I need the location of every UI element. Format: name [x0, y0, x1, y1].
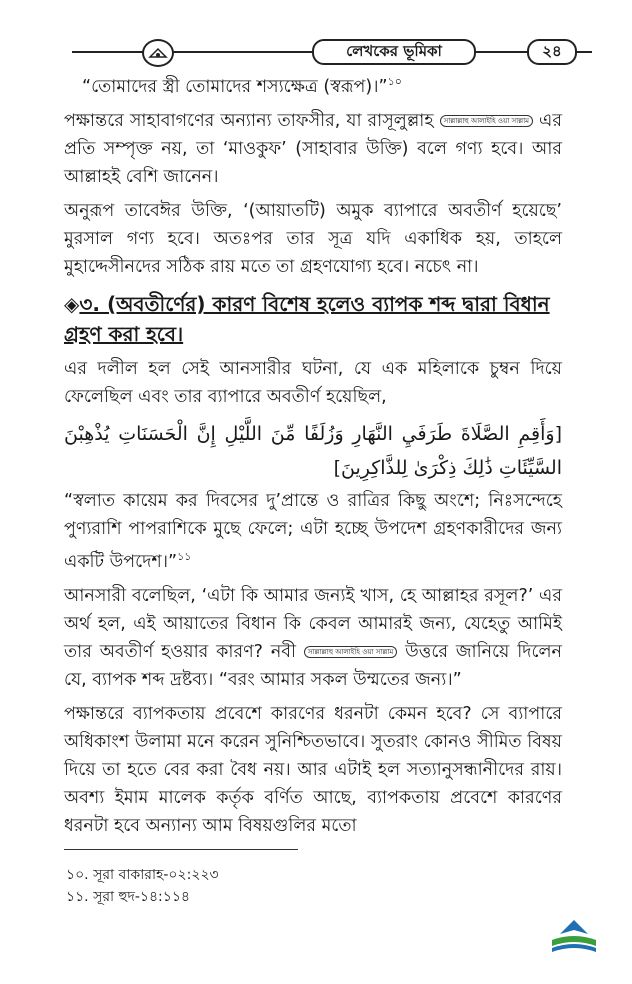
footnote-divider [64, 849, 298, 850]
publisher-book-logo-icon [548, 916, 600, 960]
footnote-ref-11: ১১ [177, 549, 192, 563]
footnote-ref-10: ১০ [387, 75, 402, 88]
quote-top: “তোমাদের স্ত্রী তোমাদের শস্যক্ষেত্র (স্বরূপ)।”$^{১০}$ [82, 75, 402, 97]
salawat-seal: সাল্লাল্লাহু আলাইহি ওয়া সাল্লাম [304, 646, 397, 658]
footnotes [66, 864, 466, 908]
book-seal-icon [142, 39, 174, 67]
paragraph-5: পক্ষান্তরে ব্যাপকতায় প্রবেশে কারণের ধরনটা কেমন হবে? সে ব্যাপারে অধিকাংশ উলামা মনে করেন সুনিশ্চিতভাবে। সুতরাং কোনও সীমিত বিষয় দিয়ে তা হতে বের করা বৈধ নয়। আর এটাই হল সত্যানুসন্ধানীদের রায়। অবশ্য ইমাম মালেক কর্তৃক বর্ণিত আছে, ব্যাপকতায় প্রবেশে কারণের ধরনটা হবে অন্যান্য আম বিষয়গুলির মতো [64, 703, 562, 836]
header-title: লেখকের ভূমিকা [312, 39, 476, 65]
page-number: ২৪ [527, 39, 577, 65]
paragraph-1: পক্ষান্তরে সাহাবাগণের অন্যান্য তাফসীর, যা রাসূলুল্লাহ সাল্লাল্লাহু আলাইহি ওয়া সাল্লাম এর প্রতি সম্পৃক্ত নয়, তা ‘মাওকুফ’ (সাহাবার উক্তি) বলে গণ্য হবে। আর আল্লাহই বেশি জানেন। [64, 110, 562, 187]
page-body [64, 68, 562, 846]
quote-translation: “স্বলাত কায়েম কর দিবসের দু’প্রান্তে ও রাত্রির কিছু অংশে; নিঃসন্দেহে পুণ্যরাশি পাপরাশিকে মুছে ফেলে; এটা হচ্ছে উপদেশ গ্রহণকারীদের জন্য একটি উপদেশ।”$^{১১}$ [64, 490, 562, 572]
footnote-10: ১০. সূরা বাকারাহ-০২:২২৩ [66, 867, 219, 883]
paragraph-3: এর দলীল হল সেই আনসারীর ঘটনা, যে এক মহিলাকে চুম্বন দিয়ে ফেলেছিল এবং তার ব্যাপারে অবতীর্ণ হয়েছিল, [64, 358, 562, 407]
arabic-verse: [وَأَقِمِ الصَّلَاةَ طَرَفَيِ النَّهَارِ وَزُلَفًا مِّنَ اللَّيْلِ إِنَّ الْحَسَنَاتِ يُذْهِبْنَ السَّيِّئَاتِ ذَٰلِكَ ذِكْرَىٰ لِلذَّاكِرِينَ] [64, 422, 562, 479]
page-header [72, 39, 592, 65]
footnote-11: ১১. সূরা হুদ-১৪:১১৪ [66, 889, 191, 905]
salawat-seal: সাল্লাল্লাহু আলাইহি ওয়া সাল্লাম [440, 115, 533, 127]
section-heading: ◈৩. (অবতীর্ণের) কারণ বিশেষ হলেও ব্যাপক শব্দ দ্বারা বিধান গ্রহণ করা হবে। [64, 291, 550, 346]
paragraph-2: অনুরূপ তাবেঈর উক্তি, ‘(আয়াতটি) অমুক ব্যাপারে অবতীর্ণ হয়েছে’ মুরসাল গণ্য হবে। অতঃপর তার সূত্র যদি একাধিক হয়, তাহলে মুহাদ্দেসীনদের সঠিক রায় মতে তা গ্রহণযোগ্য হবে। নচেৎ না। [64, 200, 562, 277]
heading-marker-icon: ◈ [64, 291, 80, 316]
paragraph-4: আনসারী বলেছিল, ‘এটা কি আমার জন্যই খাস, হে আল্লাহর রসূল?’ এর অর্থ হল, এই আয়াতের বিধান কি কেবল আমারই জন্য, যেহেতু আমিই তার অবতীর্ণ হওয়ার কারণ? নবী সাল্লাল্লাহু আলাইহি ওয়া সাল্লাম উত্তরে জানিয়ে দিলেন যে, ব্যাপক শব্দ দ্রষ্টব্য। “বরং আমার সকল উম্মতের জন্য।” [64, 585, 562, 690]
